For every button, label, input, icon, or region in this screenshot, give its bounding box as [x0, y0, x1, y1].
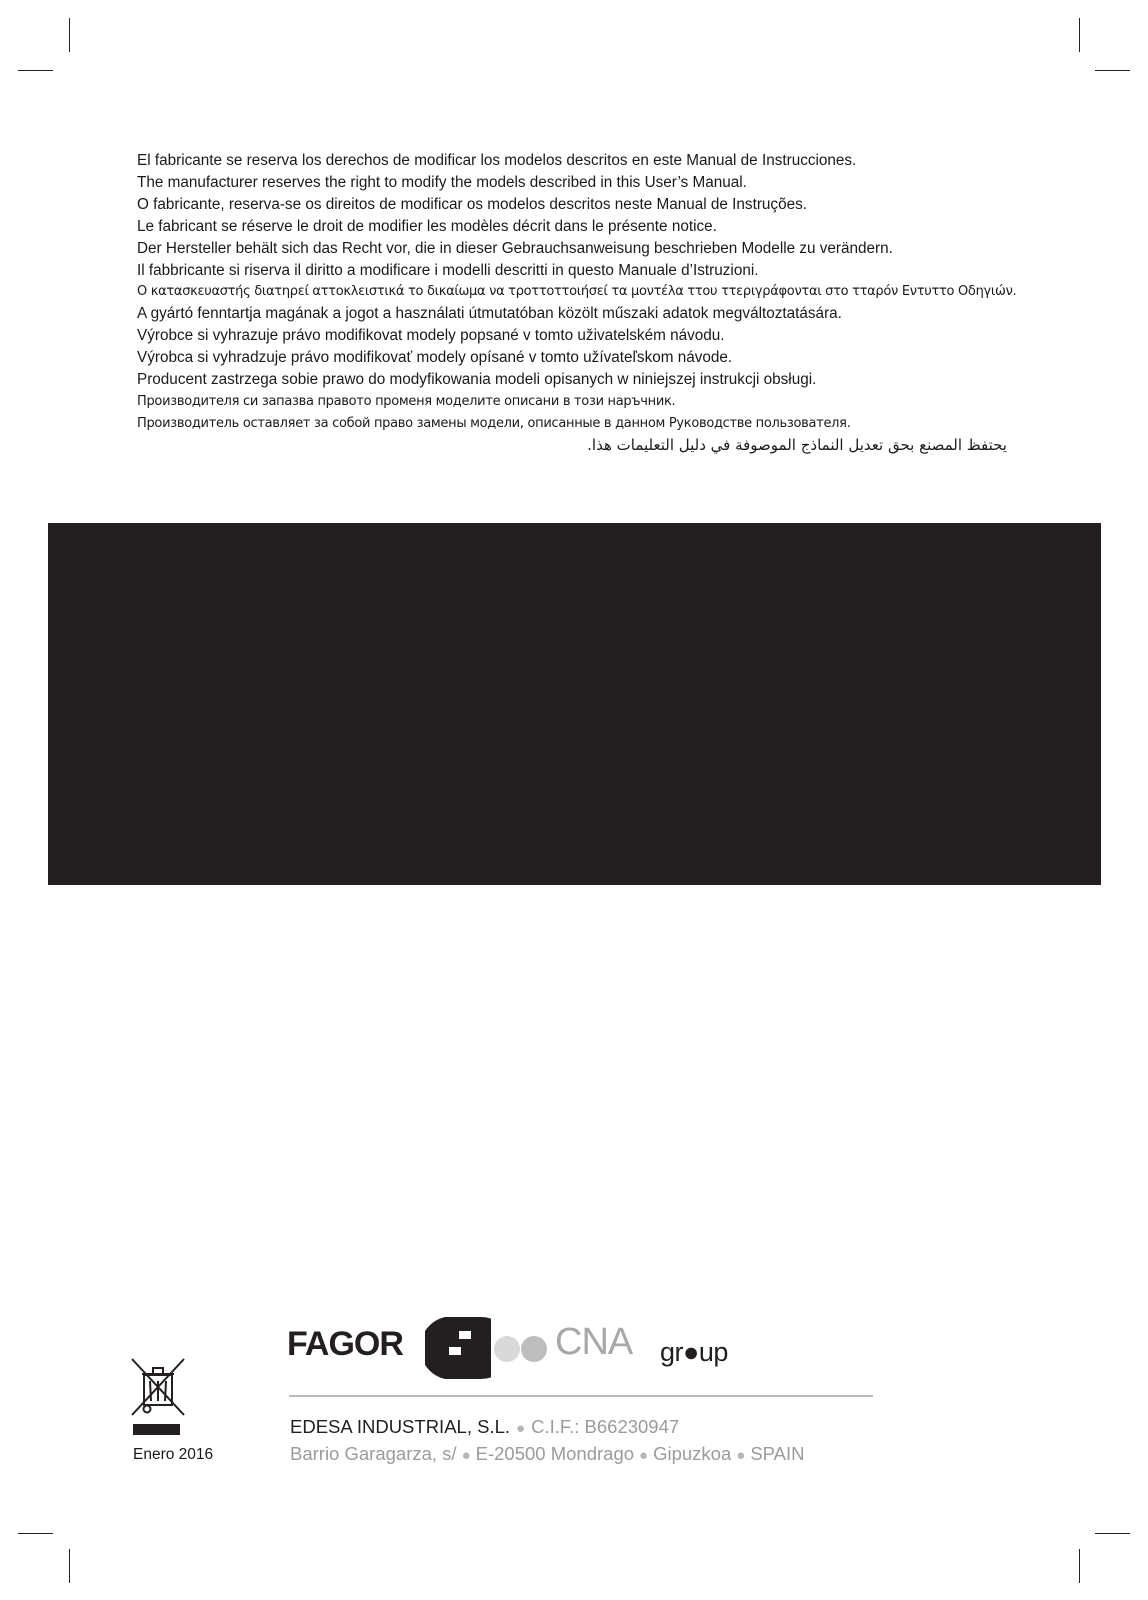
disclaimer-line-it: Il fabbricante si riserva il diritto a modificare i modelli descritti in questo Manuale d’Istruzioni.: [137, 261, 759, 279]
address-province: Gipuzkoa: [653, 1443, 732, 1464]
disclaimer-line-de: Der Hersteller behält sich das Recht vor, die in dieser Gebrauchsanweisung beschrieben Modelle zu verändern.: [137, 239, 893, 257]
crop-mark-top-left-h: [18, 70, 53, 71]
address-city: E-20500 Mondrago: [475, 1443, 635, 1464]
fagor-logo-mark-icon: [425, 1317, 491, 1379]
disclaimer-line-sk: Výrobca si vyhradzuje právo modifikovať modely opísané v tomto užívateľskom návode.: [137, 349, 733, 367]
publication-date: Enero 2016: [133, 1446, 214, 1463]
crop-mark-bottom-left-h: [18, 1533, 53, 1534]
address-street: Barrio Garagarza, s/: [290, 1443, 457, 1464]
separator-dot: ●: [736, 1447, 746, 1464]
crossed-out-wheelie-bin-icon: [130, 1357, 186, 1441]
disclaimer-block: [137, 150, 1017, 457]
crop-mark-bottom-left-v: [69, 1549, 70, 1583]
disclaimer-line-ru: Производитель оставляет за собой право замены модели, описанные в данном Руководстве пользователя.: [137, 415, 851, 431]
disclaimer-line-hu: A gyártó fenntartja magának a jogot a használati útmutatóban közölt műszaki adatok megváltoztatására.: [137, 305, 842, 323]
disclaimer-line-pl: Producent zastrzega sobie prawo do modyfikowania modeli opisanych w niniejszej instrukcji obsługi.: [137, 371, 817, 389]
address-country: SPAIN: [750, 1443, 805, 1464]
fagor-logo-text: FAGOR: [287, 1325, 403, 1363]
disclaimer-line-cs: Výrobce si vyhrazuje právo modifikovat modely popsané v tomto uživatelském návodu.: [137, 327, 725, 345]
disclaimer-line-ar: يحتفظ المصنع بحق تعديل النماذج الموصوفة في دليل التعليمات هذا.: [587, 435, 1007, 454]
crop-mark-top-right-v: [1079, 18, 1080, 52]
group-logo-text: gr●up: [660, 1337, 728, 1367]
crop-mark-top-right-h: [1095, 70, 1130, 71]
company-name: EDESA INDUSTRIAL, S.L.: [290, 1416, 511, 1437]
footer-divider: [289, 1395, 873, 1397]
disclaimer-line-fr: Le fabricant se réserve le droit de modifier les modèles décrit dans le présente notice.: [137, 217, 717, 235]
disclaimer-line-bg: Производителя си запазва правото променя моделите описани в този наръчник.: [137, 393, 676, 409]
black-panel: [48, 523, 1101, 885]
company-line: [290, 1416, 679, 1438]
disclaimer-line-en: The manufacturer reserves the right to modify the models described in this User’s Manual.: [137, 173, 747, 191]
separator-dot: ●: [461, 1447, 471, 1464]
separator-dot: ●: [516, 1420, 526, 1437]
company-address: [290, 1443, 804, 1465]
crop-mark-bottom-right-h: [1095, 1533, 1130, 1534]
company-cif: C.I.F.: B66230947: [531, 1416, 680, 1437]
disclaimer-line-pt: O fabricante, reserva-se os direitos de modificar os modelos descritos neste Manual de Instruções.: [137, 195, 807, 213]
cna-dots-icon: [494, 1334, 560, 1364]
disclaimer-line-el: Ο κατασκευαστής διατηρεί αττοκλειστικά το δικαίωμα να τροττοττοιήσεί τα μοντέλα ττου ττεριγράφονται στο τταρόν Εντυττο Οδηγιών.: [137, 284, 1017, 300]
crop-mark-bottom-right-v: [1079, 1549, 1080, 1583]
crop-mark-top-left-v: [69, 18, 70, 52]
separator-dot: ●: [639, 1447, 649, 1464]
brand-logos: [287, 1317, 887, 1377]
disclaimer-line-es: El fabricante se reserva los derechos de modificar los modelos descritos en este Manual de Instrucciones.: [137, 152, 857, 169]
cna-logo-text: CNA: [555, 1321, 633, 1363]
